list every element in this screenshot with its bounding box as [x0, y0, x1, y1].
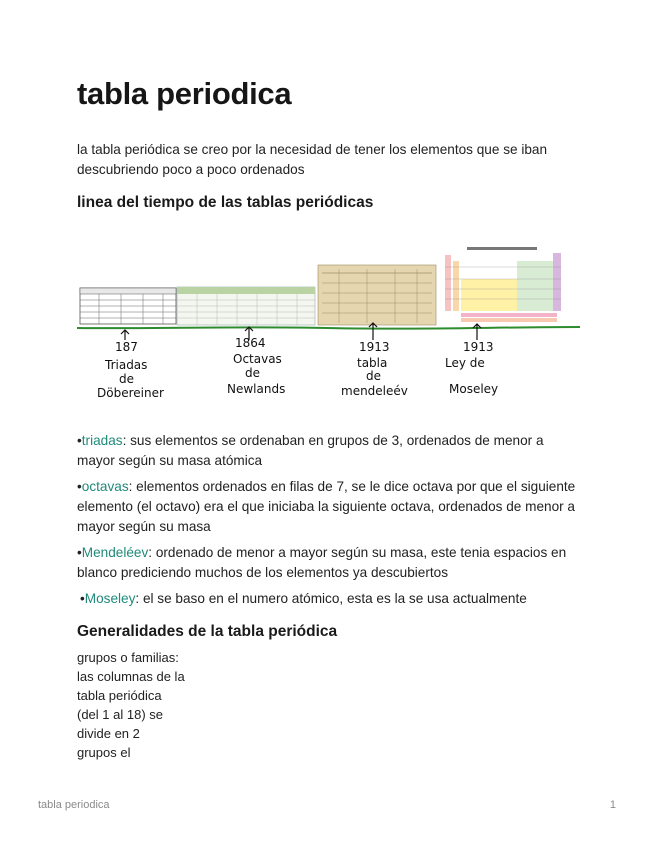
- term-triadas: triadas: [81, 433, 123, 448]
- mark-4-line1: Ley de: [445, 356, 485, 370]
- mark-3-line1: tabla: [357, 356, 388, 370]
- term-moseley: Moseley: [84, 591, 136, 606]
- triadas-table-image: [80, 288, 176, 324]
- page-title: tabla periodica: [77, 76, 292, 111]
- bullet-mendeleev: •Mendeléev: ordenado de menor a mayor según su masa, este tenia espacios en blanco prediciendo muchos de los elementos ya descubiertos: [77, 545, 567, 580]
- mark-2-line2: de: [245, 366, 260, 380]
- footer-title: tabla periodica: [38, 799, 110, 811]
- generalities-heading: Generalidades de la tabla periódica: [77, 623, 338, 640]
- mark-4-year: 1913: [463, 340, 494, 354]
- octavas-table-image: [177, 287, 315, 325]
- timeline-line: [77, 327, 580, 329]
- groups-line: divide en 2: [77, 726, 140, 741]
- groups-line: grupos el: [77, 745, 131, 760]
- arrow-4: [473, 324, 481, 340]
- bullet-octavas: •octavas: elementos ordenados en filas de 7, se le dice octava por que el siguiente elemento (el octavo) era el que iniciaba la siguiente octava, ordenados de menor a mayor según su masa: [77, 479, 576, 534]
- mark-3-line2: de: [366, 369, 381, 383]
- arrow-3: [369, 323, 377, 340]
- mark-3-line3: mendeleév: [341, 384, 408, 398]
- mark-2-line3: Newlands: [227, 382, 286, 396]
- moseley-table-image: [441, 245, 565, 323]
- bullet-moseley: •Moseley: el se baso en el numero atómico, esta es la se usa actualmente: [80, 591, 527, 606]
- intro-paragraph: la tabla periódica se creo por la necesidad de tener los elementos que se iban descubriendo poco a poco ordenados: [77, 142, 548, 177]
- term-mendeleev: Mendeléev: [81, 545, 149, 560]
- groups-paragraph: [77, 648, 207, 762]
- term-octavas: octavas: [81, 479, 129, 494]
- groups-line: (del 1 al 18) se: [77, 707, 163, 722]
- bullet-list: [77, 431, 582, 615]
- arrow-1: [121, 330, 129, 340]
- mark-1-line1: Triadas: [105, 358, 148, 372]
- bullet-triadas: •triadas: sus elementos se ordenaban en grupos de 3, ordenados de menor a mayor según su masa atómica: [77, 433, 544, 468]
- timeline-illustration: [77, 243, 580, 403]
- mark-3-year: 1913: [359, 340, 390, 354]
- page-number: 1: [609, 799, 616, 811]
- timeline-heading: linea del tiempo de las tablas periódicas: [77, 194, 374, 211]
- groups-line: las columnas de la: [77, 669, 185, 684]
- groups-line: tabla periódica: [77, 688, 162, 703]
- mark-1-year: 187: [115, 340, 138, 354]
- groups-line: grupos o familias:: [77, 650, 179, 665]
- mark-1-line3: Döbereiner: [97, 386, 164, 400]
- mark-2-line1: Octavas: [233, 352, 282, 366]
- mark-1-line2: de: [119, 372, 134, 386]
- mark-4-line3: Moseley: [449, 382, 499, 396]
- mark-2-year: 1864: [235, 336, 266, 350]
- mendeleev-table-image: [318, 265, 436, 325]
